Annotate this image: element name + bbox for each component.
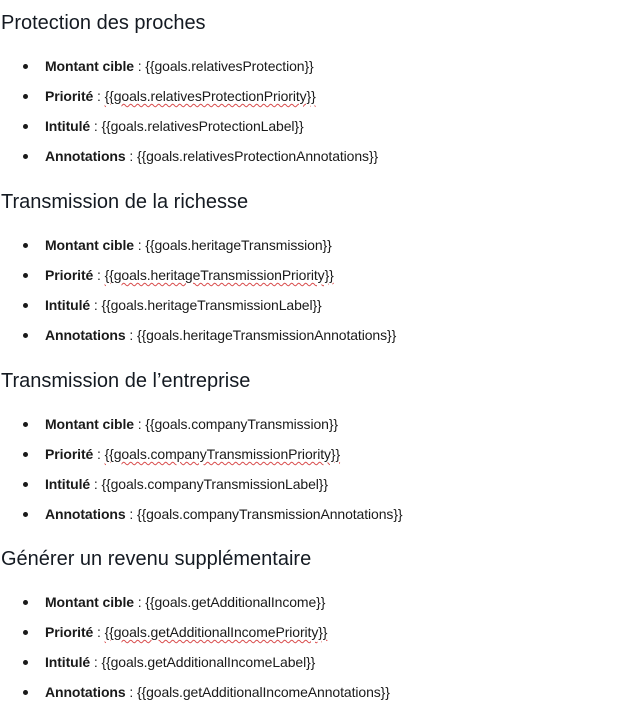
field-label: Intitulé [45,297,91,313]
bullet-dot [23,154,28,159]
field-label: Annotations [45,148,126,164]
field-value: {{goals.getAdditionalIncomeAnnotations}} [136,684,390,700]
field-separator: : [125,327,137,343]
list-item-text [45,475,328,493]
field-value: {{goals.companyTransmissionAnnotations}} [136,506,403,522]
list-item-text [45,296,322,314]
bullet-dot [23,333,28,338]
bullet-dot [23,124,28,129]
field-value: {{goals.relativesProtectionPriority}} [104,88,316,104]
field-separator: : [90,654,102,670]
field-value: {{goals.relativesProtection}} [145,58,314,74]
field-separator: : [93,88,105,104]
field-label: Montant cible [45,237,134,253]
field-separator: : [90,118,102,134]
field-value: {{goals.getAdditionalIncomePriority}} [104,624,328,640]
field-value: {{goals.companyTransmissionLabel}} [101,476,328,492]
field-separator: : [133,416,146,432]
list-item-text [45,593,325,611]
section-heading: Générer un revenu supplémentaire [1,548,312,570]
bullet-dot [23,452,28,457]
bullet-dot [23,512,28,517]
list-item-text [45,653,315,671]
bullet-dot [23,243,28,248]
field-label: Annotations [45,684,126,700]
field-label: Priorité [45,267,94,283]
field-value: {{goals.heritageTransmission}} [145,237,332,253]
field-value: {{goals.relativesProtectionAnnotations}} [136,148,379,164]
bullet-dot [23,630,28,635]
field-value: {{goals.getAdditionalIncome}} [145,594,326,610]
bullet-dot [23,303,28,308]
bullet-dot [23,660,28,665]
bullet-dot [23,64,28,69]
field-separator: : [133,594,146,610]
field-separator: : [125,506,137,522]
field-value: {{goals.relativesProtectionLabel}} [101,118,304,134]
field-separator: : [93,446,105,462]
field-value: {{goals.heritageTransmissionPriority}} [104,267,334,283]
field-separator: : [133,237,146,253]
field-value: {{goals.getAdditionalIncomeLabel}} [101,654,316,670]
field-value: {{goals.companyTransmission}} [145,416,338,432]
field-separator: : [125,148,137,164]
list-item-text [45,505,402,523]
list-item-text [45,147,378,165]
field-separator: : [93,267,105,283]
field-label: Priorité [45,88,94,104]
section-heading: Protection des proches [1,12,206,34]
bullet-dot [23,690,28,695]
list-item-text [45,445,340,463]
field-label: Annotations [45,327,126,343]
field-label: Priorité [45,624,94,640]
list-item-text [45,683,390,701]
bullet-dot [23,600,28,605]
field-value: {{goals.heritageTransmissionAnnotations}} [136,327,397,343]
field-label: Priorité [45,446,94,462]
field-separator: : [93,624,105,640]
list-item-text [45,415,338,433]
bullet-dot [23,422,28,427]
field-value: {{goals.heritageTransmissionLabel}} [101,297,322,313]
field-label: Annotations [45,506,126,522]
field-separator: : [133,58,146,74]
section-heading: Transmission de l’entreprise [1,370,251,392]
bullet-dot [23,273,28,278]
field-separator: : [90,297,102,313]
bullet-dot [23,94,28,99]
field-label: Intitulé [45,654,91,670]
field-separator: : [90,476,102,492]
list-item-text [45,117,304,135]
list-item-text [45,326,396,344]
field-label: Montant cible [45,416,134,432]
bullet-dot [23,482,28,487]
list-item-text [45,87,316,105]
field-label: Intitulé [45,118,91,134]
list-item-text [45,236,332,254]
section-heading: Transmission de la richesse [1,191,249,213]
list-item-text [45,57,314,75]
list-item-text [45,623,327,641]
field-label: Intitulé [45,476,91,492]
field-label: Montant cible [45,594,134,610]
field-separator: : [125,684,137,700]
list-item-text [45,266,334,284]
field-label: Montant cible [45,58,134,74]
field-value: {{goals.companyTransmissionPriority}} [104,446,341,462]
